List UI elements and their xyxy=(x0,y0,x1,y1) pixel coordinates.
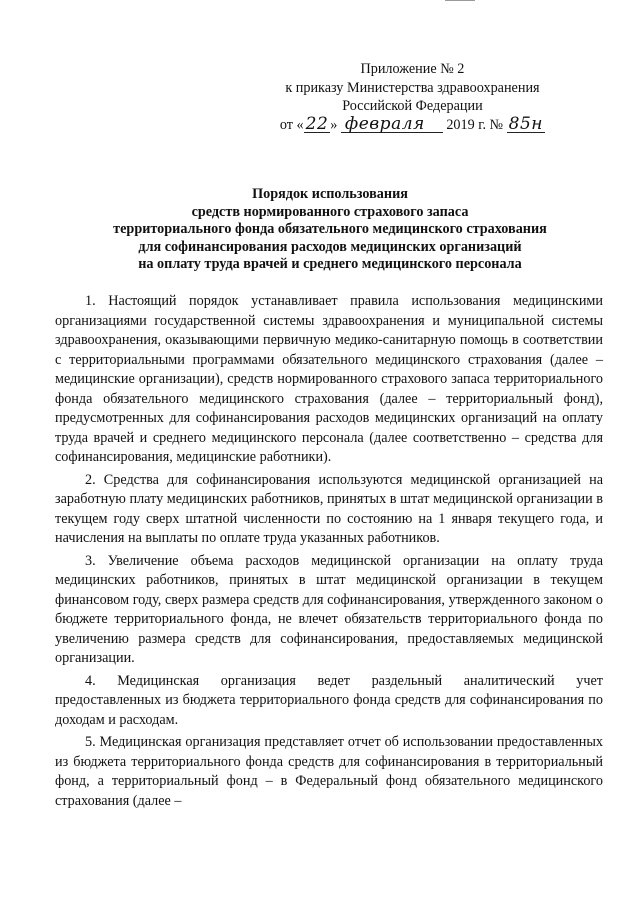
paragraph-4: 4. Медицинская организация ведет раздельный аналитический учет предоставленных из бюджета территориального фонда средств для софинансирования по доходам и расходам. xyxy=(55,672,603,728)
title-line-3: территориального фонда обязательного медицинского страхования xyxy=(113,221,547,237)
date-prefix: от « xyxy=(279,116,304,133)
paragraph-3: 3. Увеличение объема расходов медицинской организации на оплату труда медицинских работников, принятых в штат медицинской организации в текущем финансовом году, сверх размера средств для софинансирования, утвержденного законом о бюджете территориального фонда, не влечет обязательств территориального фонда по увеличению размера средств для софинансирования, предоставляемых медицинской организации. xyxy=(55,552,603,666)
handwritten-month: февраля xyxy=(341,116,443,133)
title-line-2: средств нормированного страхового запаса xyxy=(191,203,469,220)
paragraph-5: 5. Медицинская организация представляет отчет об использовании предоставленных из бюджета территориального фонда средств для софинансирования в территориальный фонд, а территориальный фонд – в Федеральный фонд обязательного медицинского страхования (далее – xyxy=(55,734,603,809)
order-reference: к приказу Министерства здравоохранения xyxy=(285,79,540,96)
order-date-line xyxy=(279,113,545,135)
title-line-5: на оплату труда врачей и среднего медицинского персонала xyxy=(138,256,522,272)
ministry-country: Российской Федерации xyxy=(342,98,483,114)
date-quote-close: » xyxy=(330,116,338,133)
title-line-1: Порядок использования xyxy=(252,186,408,202)
appendix-number: Приложение № 2 xyxy=(360,61,465,77)
appendix-header xyxy=(280,60,545,134)
top-edge-mark xyxy=(445,0,475,1)
handwritten-order-number: 85н xyxy=(508,113,543,134)
document-title xyxy=(70,186,590,274)
paragraph-1: 1. Настоящий порядок устанавливает правила использования медицинскими организациями государственной системы здравоохранения и муниципальной системы здравоохранения, оказывающими первичную медико-санитарную помощь в соответствии с территориальными программами обязательного медицинского страхования (далее – медицинские организации), средств нормированного страхового запаса территориального фонда обязательного медицинского страхования (далее – территориальный фонд), предусмотренных для софинансирования расходов медицинских организаций на оплату труда врачей и среднего медицинского персонала (далее соответственно – средства для софинансирования, медицинские работники). xyxy=(55,293,603,465)
title-line-4: для софинансирования расходов медицинских организаций xyxy=(138,238,522,255)
handwritten-day: 22 xyxy=(305,113,329,134)
paragraph-2: 2. Средства для софинансирования используются медицинской организацией на заработную плату медицинских работников, принятых в штат медицинской организации в текущем году сверх штатной численности по состоянию на 1 января текущего года, и начисления на выплаты по оплате труда указанных работников. xyxy=(55,471,603,546)
document-body xyxy=(55,292,603,814)
date-year: 2019 г. № xyxy=(446,116,504,133)
